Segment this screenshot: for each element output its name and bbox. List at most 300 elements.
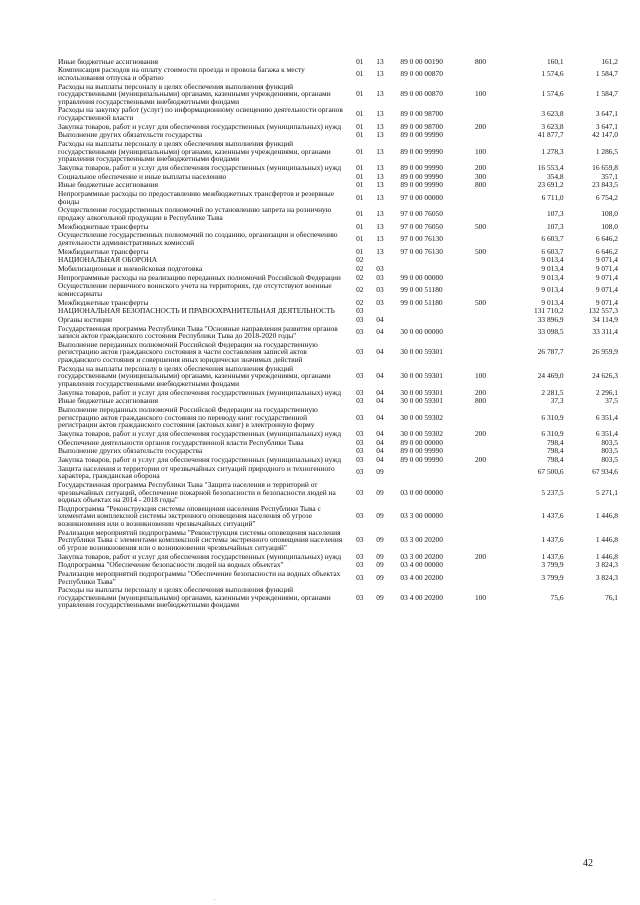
- row-value-year2: 3 647,1: [595, 109, 618, 119]
- row-name: Иные бюджетные ассигнования: [58, 56, 159, 66]
- row-podrazdel: 13: [376, 109, 384, 119]
- row-value-year1: 3 799,9: [541, 572, 564, 582]
- row-razdel: 01: [356, 246, 364, 256]
- table-row: [58, 231, 618, 247]
- table-row: [58, 66, 618, 82]
- row-target-article: 89 0 00 00000: [400, 437, 443, 447]
- row-name: Обеспечение деятельности органов государственной власти Республики Тыва: [58, 437, 304, 447]
- row-value-year2: 6 351,4: [595, 428, 618, 438]
- row-podrazdel: 13: [376, 146, 384, 156]
- row-value-year2: 132 557,3: [588, 306, 618, 316]
- row-razdel: 03: [356, 347, 364, 357]
- row-target-article: 99 0 00 51180: [400, 285, 443, 295]
- row-value-year1: 9 013,4: [541, 263, 564, 273]
- row-razdel: 01: [356, 221, 364, 231]
- row-podrazdel: 03: [376, 297, 384, 307]
- row-value-year2: 9 071,4: [595, 255, 618, 265]
- row-podrazdel: 04: [376, 437, 384, 447]
- row-expense-type: [471, 528, 507, 552]
- row-name: Реализация мероприятий подпрограммы "Реконструкция системы оповещения населения Республики Тыва с элементами комплексной системы экстренного оповещения населения об угрозе возникновения или о возникновении чрезвычайных ситуаций": [58, 527, 343, 552]
- row-value-year1: 23 691,2: [537, 180, 564, 190]
- scan-speck: .: [214, 896, 216, 902]
- row-target-article: 89 0 00 98700: [400, 109, 443, 119]
- row-value-year2: 803,5: [601, 437, 618, 447]
- row-expense-type: 200: [474, 162, 487, 172]
- row-target-article: 03 4 00 20200: [400, 592, 443, 602]
- row-expense-type: [471, 264, 507, 273]
- row-razdel: 03: [356, 428, 364, 438]
- row-value-year2: 76,1: [605, 592, 618, 602]
- row-razdel: 01: [356, 209, 364, 219]
- table-row: [58, 307, 618, 316]
- row-value-year2: 24 626,3: [592, 371, 618, 381]
- row-value-year1: 26 787,7: [537, 347, 564, 357]
- row-value-year1: 798,4: [546, 446, 564, 456]
- budget-table-body: [58, 57, 618, 610]
- table-row: [58, 455, 618, 464]
- row-value-year1: 160,1: [546, 56, 564, 66]
- row-name: Закупка товаров, работ и услуг для обеспечения государственных (муниципальных) нужд: [58, 387, 342, 397]
- row-expense-type: [471, 131, 507, 140]
- row-value-year1: 3 623,8: [541, 109, 564, 119]
- row-expense-type: [471, 66, 507, 82]
- row-value-year2: 108,0: [601, 209, 618, 219]
- row-value-year2: 2 296,1: [595, 387, 618, 397]
- row-target-article: 03 3 00 00000: [400, 511, 443, 521]
- row-podrazdel: 13: [376, 246, 384, 256]
- row-value-year2: 9 071,4: [595, 263, 618, 273]
- row-razdel: 01: [356, 180, 364, 190]
- row-target-article: [396, 464, 471, 480]
- table-row: [58, 464, 618, 480]
- row-target-article: 89 0 00 00190: [400, 56, 443, 66]
- row-expense-type: 800: [474, 396, 487, 406]
- row-expense-type: [471, 480, 507, 504]
- row-razdel: 03: [356, 387, 364, 397]
- row-razdel: 01: [356, 192, 364, 202]
- row-expense-type: 500: [474, 297, 487, 307]
- row-expense-type: [471, 231, 507, 247]
- row-expense-type: [471, 315, 507, 324]
- row-razdel: 01: [356, 89, 364, 99]
- row-value-year2: 37,5: [605, 396, 618, 406]
- table-row: [58, 405, 618, 429]
- row-razdel: 02: [356, 297, 364, 307]
- row-name: Расходы на выплаты персоналу в целях обеспечения выполнения функций государственными (муниципальными) органами, казенными учреждениями, органами управления государственными внебюджетными фондами: [58, 139, 331, 164]
- row-value-year1: 67 500,6: [537, 467, 564, 477]
- row-target-article: 30 0 00 59301: [400, 347, 443, 357]
- row-expense-type: 100: [474, 371, 487, 381]
- row-value-year1: 16 553,4: [537, 162, 564, 172]
- row-razdel: 01: [356, 109, 364, 119]
- row-value-year2: 9 071,4: [595, 272, 618, 282]
- row-expense-type: [471, 561, 507, 570]
- row-name: Мобилизационная и вневойсковая подготовка: [58, 263, 203, 273]
- row-podrazdel: 04: [376, 327, 384, 337]
- row-value-year2: 1 446,8: [595, 551, 618, 561]
- row-razdel: 02: [356, 272, 364, 282]
- table-row: [58, 569, 618, 585]
- row-expense-type: 100: [474, 89, 487, 99]
- row-name: Выполнение переданных полномочий Российской Федерации на государственную регистрацию актов гражданского состояния в части составления записей актов гражданского состояния и совершения иных юридически значимых действий: [58, 339, 318, 365]
- row-podrazdel: 09: [376, 592, 384, 602]
- row-value-year1: 1 574,6: [541, 69, 564, 79]
- row-podrazdel: 04: [376, 412, 384, 422]
- table-row: [58, 429, 618, 438]
- row-name: Подпрограмма "Реконструкция системы оповещения населения Республики Тыва с элементами комплексной системы экстренного оповещения населения об угрозе возникновения или о возникновении чрезвычайных ситуаций": [58, 503, 321, 528]
- row-razdel: 01: [356, 234, 364, 244]
- row-value-year2: 1 446,8: [595, 511, 618, 521]
- row-razdel: 01: [356, 121, 364, 131]
- row-podrazdel: 13: [376, 162, 384, 172]
- budget-table: [58, 57, 618, 610]
- row-value-year2: 3 824,3: [595, 572, 618, 582]
- row-expense-type: [471, 504, 507, 528]
- row-podrazdel: 04: [376, 387, 384, 397]
- row-value-year1: 75,6: [550, 592, 564, 602]
- row-name: Выполнение других обязательств государства: [58, 130, 203, 140]
- row-podrazdel: 13: [376, 234, 384, 244]
- row-name: Иные бюджетные ассигнования: [58, 396, 159, 406]
- row-value-year1: 3 799,9: [541, 560, 564, 570]
- row-value-year1: 1 278,3: [541, 146, 564, 156]
- table-row: [58, 282, 618, 298]
- row-value-year2: 9 071,4: [595, 297, 618, 307]
- row-expense-type: [471, 324, 507, 340]
- row-value-year2: 26 959,9: [592, 347, 618, 357]
- row-value-year1: 9 013,4: [541, 285, 564, 295]
- row-razdel: 03: [356, 551, 364, 561]
- row-value-year1: 9 013,4: [541, 297, 564, 307]
- row-value-year2: 161,2: [601, 56, 618, 66]
- row-name: Осуществление государственных полномочий по созданию, организации и обеспечению деятельности административных комиссий: [58, 230, 338, 247]
- row-razdel: 03: [356, 327, 364, 337]
- row-target-article: 03 3 00 20200: [400, 535, 443, 545]
- table-row: [58, 315, 618, 324]
- row-podrazdel: 03: [376, 285, 384, 295]
- row-name: Закупка товаров, работ и услуг для обеспечения государственных (муниципальных) нужд: [58, 454, 342, 464]
- row-expense-type: 100: [474, 592, 487, 602]
- row-razdel: 03: [356, 371, 364, 381]
- row-name: НАЦИОНАЛЬНАЯ БЕЗОПАСНОСТЬ И ПРАВООХРАНИТЕЛЬНАЯ ДЕЯТЕЛЬНОСТЬ: [58, 306, 335, 316]
- row-podrazdel: 13: [376, 89, 384, 99]
- row-target-article: 97 0 00 76050: [400, 209, 443, 219]
- row-value-year1: 33 098,5: [537, 327, 564, 337]
- row-value-year2: 803,5: [601, 446, 618, 456]
- row-target-article: 89 0 00 99990: [400, 146, 443, 156]
- row-name: Закупка товаров, работ и услуг для обеспечения государственных (муниципальных) нужд: [58, 162, 342, 172]
- row-value-year2: 1 584,7: [595, 89, 618, 99]
- row-name: Закупка товаров, работ и услуг для обеспечения государственных (муниципальных) нужд: [58, 121, 342, 131]
- row-podrazdel: 13: [376, 171, 384, 181]
- row-target-article: 30 0 00 59301: [400, 396, 443, 406]
- row-expense-type: 200: [474, 387, 487, 397]
- row-expense-type: 500: [474, 246, 487, 256]
- row-value-year1: 1 574,6: [541, 89, 564, 99]
- table-row: [58, 264, 618, 273]
- table-row: [58, 206, 618, 222]
- row-razdel: 01: [356, 69, 364, 79]
- row-razdel: 01: [356, 146, 364, 156]
- row-name: Осуществление первичного воинского учета на территориях, где отсутствуют военные комиссариаты: [58, 281, 332, 298]
- row-value-year2: 6 646,2: [595, 246, 618, 256]
- row-name: Государственная программа Республики Тыва "Основные направления развития органов записи актов гражданского состояния Республики Тыва до 2018-2020 годы": [58, 323, 338, 341]
- row-name: Осуществление государственных полномочий по установлению запрета на розничную продажу алкогольной продукции в Республике Тыва: [58, 205, 332, 222]
- row-razdel: 03: [356, 511, 364, 521]
- row-razdel: 01: [356, 130, 364, 140]
- row-target-article: 97 0 00 76130: [400, 246, 443, 256]
- row-value-year2: 3 824,3: [595, 560, 618, 570]
- row-target-article: [396, 264, 471, 273]
- row-name: Межбюджетные трансферты: [58, 221, 149, 231]
- row-expense-type: 500: [474, 221, 487, 231]
- row-razdel: 03: [356, 446, 364, 456]
- row-target-article: [396, 307, 471, 316]
- row-name: Выполнение переданных полномочий Российской Федерации на государственную регистрацию актов гражданского состояния по переводу книг государственной регистрации актов гражданского состояния (актовых книг) в электронную форму: [58, 405, 318, 430]
- row-name: Подпрограмма "Обеспечение безопасности людей на водных объектах": [58, 560, 284, 570]
- row-target-article: 89 0 00 99990: [400, 180, 443, 190]
- row-name: Выполнение других обязательств государства: [58, 446, 203, 456]
- row-razdel: 03: [356, 467, 364, 477]
- row-target-article: 89 0 00 98700: [400, 121, 443, 131]
- row-name: Социальное обеспечение и иные выплаты населению: [58, 171, 227, 181]
- row-value-year2: 1 584,7: [595, 69, 618, 79]
- row-razdel: 03: [356, 535, 364, 545]
- row-value-year2: 33 311,4: [592, 327, 618, 337]
- row-value-year1: 107,3: [546, 221, 564, 231]
- row-podrazdel: 03: [376, 263, 384, 273]
- row-podrazdel: 13: [376, 130, 384, 140]
- page-number: 42: [583, 858, 593, 869]
- row-value-year1: 6 603,7: [541, 246, 564, 256]
- row-value-year1: 354,8: [546, 171, 564, 181]
- row-podrazdel: 13: [376, 56, 384, 66]
- row-name: Защита населения и территории от чрезвычайных ситуаций природного и техногенного характера, гражданская оборона: [58, 463, 335, 481]
- row-target-article: 89 0 00 00870: [400, 69, 443, 79]
- row-expense-type: 200: [474, 551, 487, 561]
- row-value-year1: 1 437,6: [541, 511, 564, 521]
- row-expense-type: 100: [474, 146, 487, 156]
- row-value-year2: 6 351,4: [595, 412, 618, 422]
- row-value-year2: 108,0: [601, 221, 618, 231]
- table-row: [58, 324, 618, 340]
- row-target-article: [396, 256, 471, 265]
- row-razdel: 03: [356, 454, 364, 464]
- row-podrazdel: 13: [376, 121, 384, 131]
- row-target-article: 89 0 00 99990: [400, 171, 443, 181]
- row-razdel: 01: [356, 56, 364, 66]
- row-value-year2: 6 754,2: [595, 192, 618, 202]
- row-value-year1: 9 013,4: [541, 255, 564, 265]
- row-value-year2: 803,5: [601, 454, 618, 464]
- row-target-article: 30 0 00 59302: [400, 428, 443, 438]
- row-name: Закупка товаров, работ и услуг для обеспечения государственных (муниципальных) нужд: [58, 428, 342, 438]
- row-podrazdel: 04: [376, 314, 384, 324]
- row-target-article: 89 0 00 99990: [400, 130, 443, 140]
- row-value-year2: 3 647,1: [595, 121, 618, 131]
- row-expense-type: [471, 340, 507, 364]
- row-razdel: 02: [356, 285, 364, 295]
- row-target-article: 89 0 00 00870: [400, 89, 443, 99]
- row-value-year1: 9 013,4: [541, 272, 564, 282]
- row-value-year1: 6 603,7: [541, 234, 564, 244]
- row-razdel: 03: [356, 487, 364, 497]
- row-value-year2: 9 071,4: [595, 285, 618, 295]
- row-podrazdel: 04: [376, 454, 384, 464]
- row-expense-type: [471, 273, 507, 282]
- row-expense-type: [471, 206, 507, 222]
- row-podrazdel: 09: [376, 535, 384, 545]
- row-value-year1: 131 710,2: [534, 306, 564, 316]
- row-name: НАЦИОНАЛЬНАЯ ОБОРОНА: [58, 255, 158, 265]
- row-target-article: 89 0 00 99990: [400, 162, 443, 172]
- row-name: Иные бюджетные ассигнования: [58, 180, 159, 190]
- row-podrazdel: 04: [376, 347, 384, 357]
- row-target-article: 99 0 00 51180: [400, 297, 443, 307]
- row-target-article: [396, 315, 471, 324]
- row-expense-type: [471, 438, 507, 447]
- row-podrazdel: 13: [376, 209, 384, 219]
- row-podrazdel: 13: [376, 180, 384, 190]
- row-razdel: 02: [356, 255, 364, 265]
- row-razdel: 03: [356, 306, 364, 316]
- row-target-article: 30 0 00 00000: [400, 327, 443, 337]
- row-target-article: 97 0 00 76130: [400, 234, 443, 244]
- row-value-year1: 1 437,6: [541, 551, 564, 561]
- row-razdel: 03: [356, 437, 364, 447]
- table-row: [58, 528, 618, 552]
- row-podrazdel: 09: [376, 572, 384, 582]
- row-podrazdel: 04: [376, 396, 384, 406]
- row-value-year1: 3 623,8: [541, 121, 564, 131]
- row-expense-type: 800: [474, 180, 487, 190]
- row-podrazdel: 09: [376, 487, 384, 497]
- table-row: [58, 340, 618, 364]
- row-expense-type: 200: [474, 454, 487, 464]
- row-value-year2: 42 147,0: [592, 130, 618, 140]
- row-razdel: 03: [356, 592, 364, 602]
- row-value-year1: 798,4: [546, 437, 564, 447]
- row-value-year2: 16 659,8: [592, 162, 618, 172]
- table-row: [58, 163, 618, 172]
- row-value-year2: 5 271,1: [595, 487, 618, 497]
- row-razdel: 03: [356, 396, 364, 406]
- table-row: [58, 480, 618, 504]
- row-podrazdel: 04: [376, 371, 384, 381]
- row-value-year1: 24 469,0: [537, 371, 564, 381]
- row-target-article: 89 0 00 99990: [400, 446, 443, 456]
- row-name: Межбюджетные трансферты: [58, 297, 149, 307]
- row-name: Реализация мероприятий подпрограммы "Обеспечение безопасности на водных объектах Республики Тыва": [58, 568, 341, 586]
- table-row: [58, 504, 618, 528]
- row-expense-type: [471, 256, 507, 265]
- row-name: Расходы на выплаты персоналу в целях обеспечения выполнения функций государственными (муниципальными) органами, казенными учреждениями, органами управления государственными внебюджетными фондами: [58, 81, 331, 106]
- table-row: [58, 106, 618, 122]
- row-name: Государственная программа Республики Тыва "Защита населения и территорий от чрезвычайных ситуаций, обеспечение пожарной безопасности и безопасности людей на водных объектах на 2014 - 2018 годы": [58, 479, 336, 505]
- row-value-year2: 6 646,2: [595, 234, 618, 244]
- row-name: Компенсация расходов на оплату стоимости проезда и провоза багажа к месту использования отпуска и обратно: [58, 65, 305, 82]
- row-razdel: 03: [356, 314, 364, 324]
- row-target-article: 97 0 00 00000: [400, 192, 443, 202]
- row-podrazdel: 13: [376, 69, 384, 79]
- table-row: [58, 586, 618, 610]
- row-name: Закупка товаров, работ и услуг для обеспечения государственных (муниципальных) нужд: [58, 551, 342, 561]
- row-podrazdel: 09: [376, 551, 384, 561]
- row-razdel: 01: [356, 162, 364, 172]
- table-row: [58, 364, 618, 388]
- table-row: [58, 189, 618, 205]
- row-expense-type: [471, 405, 507, 429]
- row-expense-type: [471, 464, 507, 480]
- row-podrazdel: 03: [376, 272, 384, 282]
- row-target-article: 30 0 00 59301: [400, 371, 443, 381]
- row-expense-type: 200: [474, 428, 487, 438]
- row-value-year1: 6 711,0: [541, 192, 564, 202]
- row-expense-type: [471, 189, 507, 205]
- row-razdel: 03: [356, 412, 364, 422]
- row-name: Межбюджетные трансферты: [58, 246, 149, 256]
- row-expense-type: 800: [474, 56, 487, 66]
- row-podrazdel: 04: [376, 428, 384, 438]
- row-target-article: 30 0 00 59302: [400, 412, 443, 422]
- row-expense-type: [471, 307, 507, 316]
- row-target-article: 03 0 00 00000: [400, 487, 443, 497]
- row-razdel: 02: [356, 263, 364, 273]
- row-target-article: 03 4 00 00000: [400, 560, 443, 570]
- row-expense-type: [471, 569, 507, 585]
- row-value-year1: 5 237,5: [541, 487, 564, 497]
- row-value-year1: 798,4: [546, 454, 564, 464]
- row-value-year1: 37,3: [550, 396, 564, 406]
- row-value-year2: 1 446,8: [595, 535, 618, 545]
- row-value-year2: 23 843,5: [592, 180, 618, 190]
- row-expense-type: 200: [474, 121, 487, 131]
- row-podrazdel: 04: [376, 446, 384, 456]
- row-podrazdel: 09: [376, 560, 384, 570]
- row-value-year2: 34 114,9: [592, 314, 618, 324]
- row-value-year1: 107,3: [546, 209, 564, 219]
- row-value-year1: 1 437,6: [541, 535, 564, 545]
- row-target-article: 89 0 00 99990: [400, 454, 443, 464]
- row-razdel: 01: [356, 171, 364, 181]
- row-expense-type: [471, 282, 507, 298]
- row-value-year1: 41 877,7: [537, 130, 564, 140]
- row-podrazdel: 13: [376, 192, 384, 202]
- table-row: [58, 82, 618, 106]
- row-expense-type: 300: [474, 171, 487, 181]
- row-value-year1: 2 281,5: [541, 387, 564, 397]
- row-razdel: 03: [356, 572, 364, 582]
- row-value-year1: 33 896,9: [537, 314, 564, 324]
- row-name: Расходы на выплаты персоналу в целях обеспечения выполнения функций государственными (муниципальными) органами, казенными учреждениями, органами управления государственными внебюджетными фондами: [58, 585, 331, 610]
- row-name: Непрограммные расходы по предоставлению межбюджетных трансфертов и резервные фонды: [58, 188, 335, 206]
- row-podrazdel: 09: [376, 467, 384, 477]
- row-value-year2: 357,1: [601, 171, 618, 181]
- row-value-year1: 6 310,9: [541, 412, 564, 422]
- row-name: Расходы на закупку работ (услуг) по информационному освещению деятельности органов государственной власти: [58, 105, 343, 122]
- row-podrazdel: 13: [376, 221, 384, 231]
- row-target-article: 99 0 00 00000: [400, 272, 443, 282]
- row-target-article: 30 0 00 59301: [400, 387, 443, 397]
- row-value-year2: 67 934,6: [592, 467, 618, 477]
- row-value-year2: 1 286,5: [595, 146, 618, 156]
- row-name: Непрограммные расходы на реализацию переданных полномочий Российской Федерации: [58, 272, 341, 282]
- row-value-year1: 6 310,9: [541, 428, 564, 438]
- table-row: [58, 140, 618, 164]
- row-expense-type: [471, 106, 507, 122]
- row-target-article: 03 4 00 20200: [400, 572, 443, 582]
- row-podrazdel: 09: [376, 511, 384, 521]
